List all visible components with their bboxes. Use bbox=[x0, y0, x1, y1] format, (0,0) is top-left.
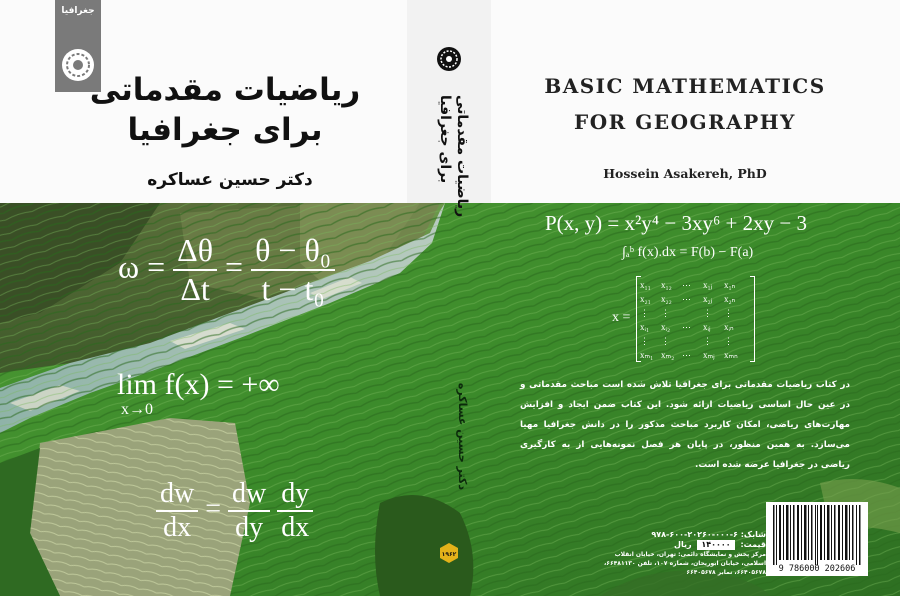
limit-formula bbox=[117, 368, 280, 418]
dy-numerator: dy bbox=[277, 478, 313, 512]
delta-theta: Δθ bbox=[173, 232, 217, 271]
limit-rhs: f(x) = +∞ bbox=[164, 368, 280, 401]
polynomial-formula: P(x, y) = x²y⁴ − 3xy⁶ + 2xy − 3 bbox=[545, 211, 807, 235]
time-difference: t − t₀ bbox=[261, 271, 325, 307]
isbn-text: شابک: ۶-۰۰۰-۲۰۲۶۰-۶۰۰-۹۷۸ bbox=[651, 530, 766, 539]
spine-number-badge bbox=[439, 543, 459, 563]
dy-dx-fraction bbox=[277, 478, 313, 544]
price-value: ۱۴۰۰۰۰ bbox=[697, 540, 734, 550]
dy-denominator: dy bbox=[235, 512, 264, 543]
persian-title-line-1: ریاضیات مقدماتی bbox=[89, 72, 361, 108]
theta-fraction bbox=[251, 232, 335, 308]
barcode-number: 9 786000 202606 bbox=[778, 564, 856, 574]
persian-title-line-2: برای جغرافیا bbox=[127, 112, 323, 148]
limit-subscript: x→0 bbox=[121, 401, 153, 418]
price-label: قیمت: bbox=[740, 540, 766, 549]
spine-title bbox=[434, 95, 470, 235]
delta-t: Δt bbox=[180, 271, 210, 307]
spine-title-line-1: ریاضیات مقدماتی bbox=[454, 95, 470, 218]
angular-velocity-formula bbox=[118, 232, 335, 308]
dw-numerator-2: dw bbox=[228, 478, 270, 512]
dw-numerator: dw bbox=[156, 478, 198, 512]
limit-operator bbox=[117, 368, 157, 418]
matrix-lhs: x = bbox=[612, 310, 631, 325]
dx-denominator: dx bbox=[163, 512, 192, 543]
english-title-line-1: BASIC MATHEMATICS bbox=[544, 74, 826, 98]
integral-formula: ∫ₐᵇ f(x).dx = F(b) − F(a) bbox=[622, 245, 754, 260]
barcode-bars bbox=[771, 505, 863, 565]
english-book-title bbox=[520, 68, 850, 140]
price-unit: ریال bbox=[674, 540, 692, 549]
book-description: در کتاب ریاضیات مقدماتی برای جغرافیا تلاش شده است مباحث مقدماتی و در عین حال اساسی ریاضیات ارائه شود. این کتاب ضمن ایجاد و افزایش مهارت‌های ریاضی، امکان کاربرد مباحث مذکور را در دانش جغرافیا مهیا می‌سازد. به همین منظور، در پایان هر فصل نمونه‌هایی از به کارگیری ریاضی در جغرافیا عرضه شده است. bbox=[520, 380, 850, 470]
spine-author: دکتر حسین عساکره bbox=[456, 382, 469, 490]
isbn-price-block bbox=[596, 530, 766, 577]
theta-difference: θ − θ₀ bbox=[251, 232, 335, 271]
price-line bbox=[596, 540, 766, 550]
dx-denominator-2: dx bbox=[281, 512, 310, 543]
publisher-address: مرکز پخش و نمایشگاه دائمی: تهران، خیابان انقلاب اسلامی، خیابان ابوریحان، شماره ۱۰۷، تلفن ۶۶۴۸۱۱۳۰، ۶۶۴۰۵۶۷۸، نمابر ۶۶۴۰۵۶۷۸ bbox=[604, 551, 766, 576]
spine-number-text: ۱۹۶۲ bbox=[441, 551, 457, 558]
publisher-tab-text: جغرافیا bbox=[61, 6, 95, 16]
persian-book-title bbox=[60, 70, 390, 150]
persian-author: دکتر حسین عساکره bbox=[147, 170, 313, 190]
english-author: Hossein Asakereh, PhD bbox=[603, 166, 767, 181]
matrix-entries: x₁₁ x₁₂ ⋯ x₁ⱼ x₁ₙ x₂₁ x₂₂ ⋯ x₂ⱼ x₂ₙ ⋮ ⋮ ⋮ ⋮ xᵢ₁ xᵢ₂ ⋯ xᵢⱼ xᵢₙ ⋮ ⋮ ⋮ ⋮ xₘ₁ xₘ₂ ⋯ xₘⱼ xₘₙ bbox=[640, 280, 738, 360]
spine-title-line-2: برای جغرافیا bbox=[437, 95, 453, 184]
english-title-line-2: FOR GEOGRAPHY bbox=[574, 110, 796, 134]
matrix-right-bracket bbox=[750, 276, 755, 362]
omega-lhs: ω = bbox=[118, 248, 166, 285]
delta-fraction bbox=[173, 232, 217, 308]
limit-word: lim bbox=[117, 368, 158, 401]
omega-equals: = bbox=[225, 248, 244, 285]
spine-publisher-logo-icon bbox=[436, 46, 462, 72]
chain-rule-formula bbox=[156, 478, 313, 544]
dw-dx-fraction bbox=[156, 478, 198, 544]
chain-equals: = bbox=[205, 493, 222, 525]
barcode bbox=[766, 502, 868, 576]
dw-dy-fraction bbox=[228, 478, 270, 544]
matrix-formula bbox=[612, 276, 758, 360]
